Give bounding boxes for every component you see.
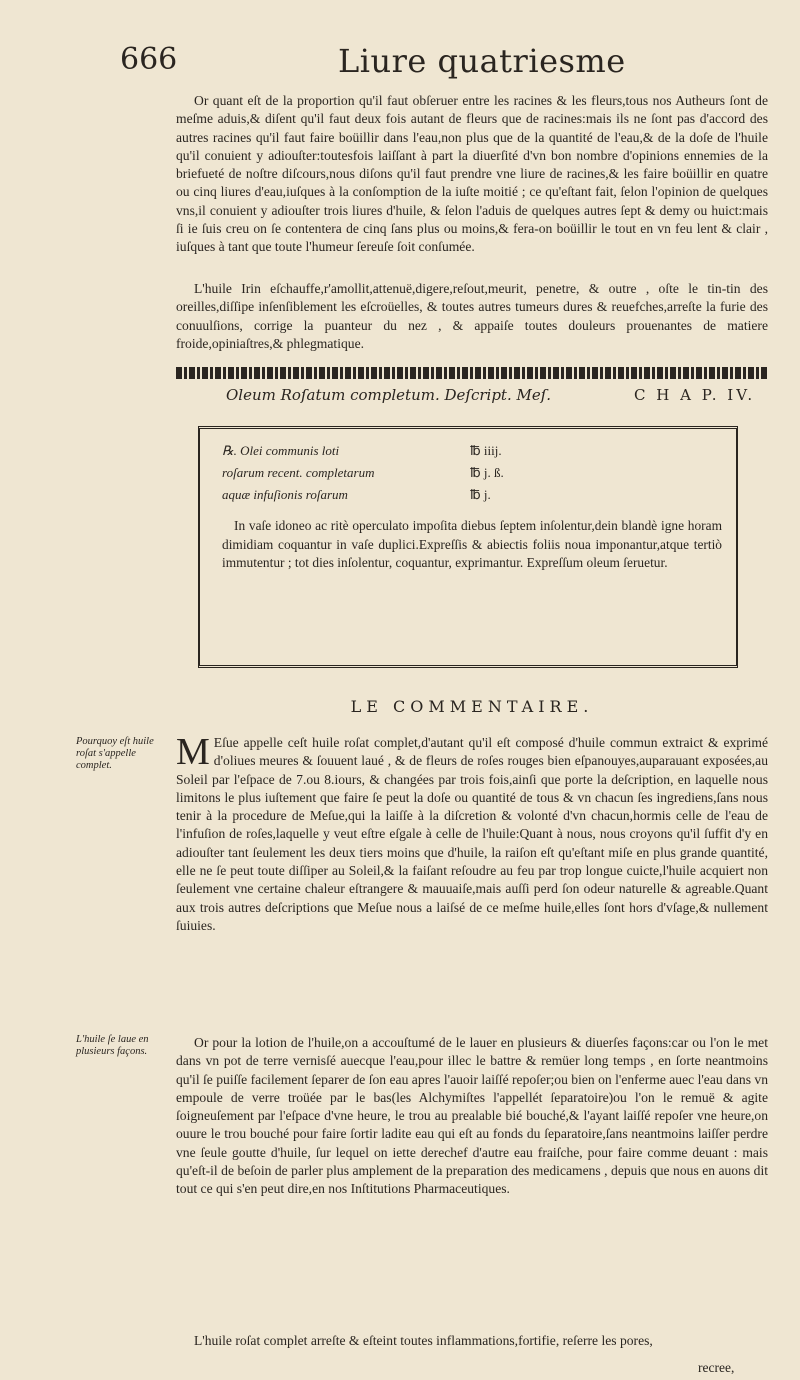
margin-note-2: L'huile ſe laue en plusieurs façons. xyxy=(76,1034,149,1057)
commentary-paragraph-1 xyxy=(176,731,768,935)
ingredient-quantity: ℔ iiij. xyxy=(470,443,502,458)
intro-paragraph-1: Or quant eſt de la proportion qu'il faut obſeruer entre les racines & les fleurs,tous nos Autheurs ſont de meſme aduis,& diſent qu'il faut deux fois autant de fleurs que de racines:mais ils ne ſont pas d'accord des autres racines qu'il faut faire boüillir dans l'eau,non plus que de la quantité de l'eau,& de la doſe de l'huile qu'il conuient y adiouſter:toutesfois laiſſant à part la diuerſité d'vn bon nombre d'opinions ennemies de la briefueté de noſtre diſcours,nous diſons qu'il faut prendre vne liure de racines,& les faire boüillir en quatre ou cinq liures d'eau,iuſques à la conſomption de la iuſte moitié ; ce qu'eſtant fait, ſelon l'opinion de quelques vns,il conuient y adiouſter trois liures d'huile, & ſelon l'aduis de quelques autres ſept & demy ou huict:mais ſi ie ſuis creu on ſe contentera de cinq ſans plus ou moins,& fera-on boüillir le tout en vn feu lent & clair , iuſques à tant que toute l'humeur ſereuſe ſoit conſumée. xyxy=(176,93,768,255)
ingredient-2 xyxy=(222,465,504,481)
margin-note-1: Pourquoy eſt huile roſat s'appelle complet. xyxy=(76,736,154,771)
running-title: Liure quatriesme xyxy=(338,42,626,80)
commentary-paragraph-2: Or pour la lotion de l'huile,on a accouſtumé de le lauer en plusieurs & diuerſes façons:car ou l'on le met dans vn pot de terre vernisſé auecque l'eau,pour illec le battre & remüer long temps , en ſorte neantmoins qu'il ſe puiſſe facilement ſeparer de ſon eau apres l'auoir laiſſé repoſer;ou bien on l'enferme auec l'eau dans vn empoule de verre troüée par le bas(les Alchymiſtes l'appellét ſeparatoire)ou l'on le remuë & agite ſoigneuſement par l'eſpace d'vne heure, le trou au prealable bié bouché,& l'ayant laiſſé repoſer vne heure,on ouure le trou bouché pour faire ſortir ladite eau qui eſt au fonds du ſeparatoire,ſans neantmoins laiſſer perdre vne ſeule goutte d'huile, ſur lequel on iette derechef d'autre eau fraiſche, pour faire comme deuant : mais qu'eſt-il de beſoin de parler plus amplement de la preparation des medicamens , depuis que nous en auons dit tout ce qui s'en peut dire,en nos Inſtitutions Pharmaceutiques. xyxy=(176,1035,768,1197)
page-header xyxy=(120,42,780,84)
commentary-paragraph-3: L'huile roſat complet arreſte & eſteint toutes inflammations,fortifie, reſerre les pores, xyxy=(194,1333,653,1348)
chapter-number: C H A P. IV. xyxy=(634,386,756,404)
commentary-heading: LE COMMENTAIRE. xyxy=(350,697,594,716)
drop-capital: M xyxy=(176,731,210,773)
recipe-box xyxy=(198,426,738,668)
page-number: 666 xyxy=(120,42,178,77)
ingredient-3 xyxy=(222,487,491,503)
ingredient-1 xyxy=(222,443,502,459)
ingredient-name: aquæ infuſionis roſarum xyxy=(222,487,348,502)
chapter-title: Oleum Roſatum completum. Deſcript. Meſ. xyxy=(226,386,552,404)
ingredient-name: roſarum recent. completarum xyxy=(222,465,375,480)
ingredient-quantity: ℔ j. ß. xyxy=(470,465,504,480)
recipe-instructions: In vaſe idoneo ac ritè operculato impoſita diebus ſeptem inſolentur,dein blandè igne horam dimidiam coquantur in vaſe duplici.Expreſſis & abiectis foliis noua imponantur,atque tertiò immutentur ; tot dies inſolentur, coquantur, exprimantur. Expreſſum oleum ſeruetur. xyxy=(222,518,722,570)
ingredient-quantity: ℔ j. xyxy=(470,487,491,502)
intro-paragraph-2: L'huile Irin eſchauffe,r'amollit,attenuë,digere,reſout,meurit, penetre, & outre , oſte le tin-tin des oreilles,diſſipe inſenſiblement les eſcroüelles, & toutes autres tumeurs dures & reuefches,arreſte la furie des conuulſions, corrige la puanteur du nez , & appaiſe toutes douleurs prouenantes de matiere froide,opiniaſtres,& phlegmatique. xyxy=(176,281,768,351)
commentary-paragraph-1-text: Eſue appelle ceſt huile roſat complet,d'autant qu'il eſt composé d'huile commun extraict & exprimé d'oliues meures & ſouuent laué , & de fleurs de roſes rouges bien eſpanouyes,auparauant exposées,au Soleil par l'eſpace de 7.ou 8.iours, & changées par trois fois,ainſi que porte la deſcription, en laquelle nous limitons le plus iuſtement que faire ſe peut la doſe ou quantité de tous & vn chacun ſes ingrediens,ſans nous tenir à la procedure de Meſue,qui la laiſſe à la diſcretion & volonté d'vn chacun,hormis celle de l'eau de l'infuſion de roſes,laquelle y veut eſtre eſgale à celle de l'huile:Quant à nous, nous croyons qu'il ſuffit d'y en adiouſter tant ſeulement les deux tiers moins que d'huile, la raiſon eſt qu'eſtant miſe en plus grande quantité, elle ne ſe peut toute diſſiper au Soleil,& la faiſant reſoudre au feu par trop longue cuicte,l'huile acquiert non ſeulement vne certaine chaleur eſtrangere & mauuaiſe,mais auſſi perd ſon odeur naturelle & agreable.Quant aux trois autres deſcriptions que Meſue nous a laiſsé de ce meſme huile,elles ſont hors d'vſage,& nullement ſuiuies. xyxy=(176,735,768,933)
decorative-ornament-band xyxy=(176,367,768,379)
chapter-heading xyxy=(176,386,768,408)
ingredient-name: ℞. Olei communis loti xyxy=(222,443,340,458)
catchword: recree, xyxy=(698,1360,735,1375)
